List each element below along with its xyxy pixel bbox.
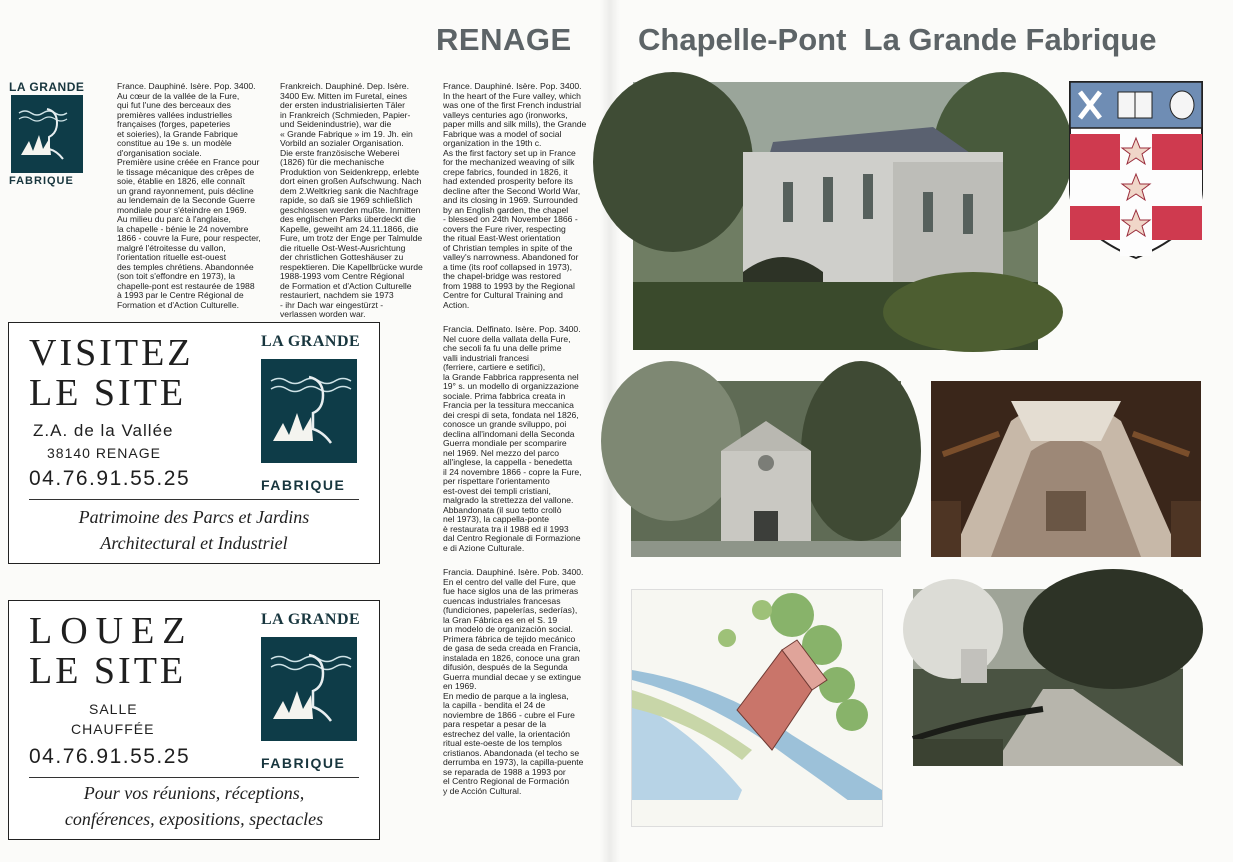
drawing-site-plan bbox=[631, 589, 883, 827]
ad-visit-tagline1: Patrimoine des Parcs et Jardins bbox=[78, 507, 310, 527]
ad-visit-tagline2: Architectural et Industriel bbox=[100, 533, 288, 553]
ad-rent-line2: LE SITE bbox=[29, 650, 187, 692]
ad-visit-line1: VISITEZ bbox=[29, 332, 194, 374]
ad-visit-line2: LE SITE bbox=[29, 372, 187, 414]
coat-of-arms-icon bbox=[1066, 80, 1206, 260]
photo-chapel-interior bbox=[931, 381, 1201, 557]
ad-visit-site bbox=[8, 322, 380, 564]
logo-bottom-text: FABRIQUE bbox=[9, 175, 74, 187]
ad-rent-tagline1: Pour vos réunions, réceptions, bbox=[83, 783, 305, 803]
logo-emblem-icon bbox=[11, 95, 83, 173]
brand-logo bbox=[8, 80, 88, 188]
ad-rent-phone: 04.76.91.55.25 bbox=[29, 745, 191, 768]
ad-visit-logo-top: LA GRANDE bbox=[261, 333, 361, 350]
page-title: Chapelle-Pont La Grande Fabrique bbox=[638, 22, 1157, 57]
ad-visit-logo bbox=[259, 333, 364, 493]
ad-visit-phone: 04.76.91.55.25 bbox=[29, 467, 191, 490]
text-spanish: Francia. Dauphiné. Isère. Pob. 3400. En el centro del valle del Fure, que fue hace siglos una de las primeras cuencas industriales francesas (fundiciones, papelerías, sederías), la Gran Fábrica es en el S. 19 un modelo de organización social. Primera fábrica de tejido mecánico de gasa de seda creada en Francia, instalada en 1826, conoce una gran difusión, después de la Segunda Guerra mundial decae y se extingue en 1969. En medio de parque a la inglesa, la capilla - bendita el 24 de noviembre de 1866 - cubre el Fure para respetar a pesar de la estrechez del valle, la orientación ritual este-oeste de los templos cristianos. Abandonada (el techo se derrumba en 1973), la capilla-puente se reparada de 1988 a 1993 por el Centro Regional de Formación y de Acción Cultural. bbox=[443, 567, 584, 796]
ad-rent-logo-emblem-icon bbox=[261, 637, 357, 741]
photo-chapel-bridge bbox=[633, 82, 1038, 350]
town-heading: RENAGE bbox=[436, 22, 572, 57]
ad-rent-logo-top: LA GRANDE bbox=[261, 611, 361, 628]
ad-rent-tagline2: conférences, expositions, spectacles bbox=[64, 809, 324, 829]
ad-rent-info2: CHAUFFÉE bbox=[71, 721, 155, 737]
ad-visit-divider bbox=[29, 499, 359, 500]
ad-rent-logo bbox=[259, 611, 364, 771]
ad-visit-address2: 38140 RENAGE bbox=[47, 445, 161, 461]
logo-top-text: LA GRANDE bbox=[9, 80, 85, 94]
text-german: Frankreich. Dauphiné. Dep. Isère. 3400 Ew. Mitten im Furetal, eines der ersten industrialisierten Täler in Frankreich (Schmieden, Papier- und Seidenindustrie), war die « Grande Fabrique » im 19. Jh. ein Vorbild an sozialer Organisation. Die erste französische Weberei (1826) für die mechanische Produktion von Seidenkrepp, erlebte dort einen großen Aufschwung. Nach dem 2.Weltkrieg sank die Nachfrage rapide, so daß sie 1969 schließlich geschlossen werden mußte. Inmitten des englischen Parks überdeckt die Kapelle, geweiht am 24.11.1866, die Fure, um trotz der Enge per Talmulde die rituelle Ost-West-Ausrichtung der christlichen Gotteshäuser zu respektieren. Die Kapellbrücke wurde 1988-1993 vom Centre Régional de Formation et d'Action Culturelle restauriert, nachdem sie 1973 - ihr Dach war eingestürzt - verlassen worden war. bbox=[280, 81, 423, 319]
photo-chapel-facade bbox=[631, 381, 901, 557]
ad-rent-info1: SALLE bbox=[89, 701, 138, 717]
ad-visit-logo-emblem-icon bbox=[261, 359, 357, 463]
photo-park-path bbox=[913, 589, 1183, 766]
ad-visit-address1: Z.A. de la Vallée bbox=[33, 421, 174, 440]
text-italian: Francia. Delfinato. Isère. Pop. 3400. Nel cuore della vallata della Fure, che secoli fa fu una delle prime valli industriali francesi (ferriere, cartiere e setifici), la Grande Fabbrica rappresenta nel 19° s. un modello di organizzazione sociale. Prima fabbrica creata in Francia per la tessitura meccanica dei crespi di seta, fondata nel 1826, conosce un grande sviluppo, poi declina all'indomani della Seconda Guerra mondiale per scomparire nel 1969. Nel mezzo del parco all'inglese, la cappella - benedetta il 24 novembre 1866 - copre la Fure, per rispettare l'orientamento est-ovest dei templi cristiani, malgrado la strettezza del vallone. Abbandonata (il suo tetto crollò nel 1973), la cappella-ponte è restaurata tra il 1988 ed il 1993 dal Centro Regionale di Formazione e di Azione Culturale. bbox=[443, 324, 582, 553]
ad-visit-logo-bottom: FABRIQUE bbox=[261, 477, 346, 493]
ad-rent-logo-bottom: FABRIQUE bbox=[261, 755, 346, 771]
text-french: France. Dauphiné. Isère. Pop. 3400. Au cœur de la vallée de la Fure, qui fut l'une des berceaux des premières vallées industrielles françaises (forges, papeteries et soieries), la Grande Fabrique constitue au 19e s. un modèle d'organisation sociale. Première usine créée en France pour le tissage mécanique des crêpes de soie, établie en 1826, elle connaît un grand rayonnement, puis décline au lendemain de la Seconde Guerre mondiale pour s'éteindre en 1969. Au milieu du parc à l'anglaise, la chapelle - bénie le 24 novembre 1866 - couvre la Fure, pour respecter, malgré l'étroitesse du vallon, l'orientation rituelle est-ouest des temples chrétiens. Abandonnée (son toit s'effondre en 1973), la chapelle-pont est restaurée de 1988 à 1993 par le Centre Régional de Formation et d'Action Culturelle. bbox=[117, 81, 261, 310]
ad-rent-site bbox=[8, 600, 380, 840]
ad-rent-line1: LOUEZ bbox=[29, 610, 194, 652]
text-english: France. Dauphiné. Isère. Pop. 3400. In the heart of the Fure valley, which was one of the first French industrial valleys centuries ago (ironworks, paper mills and silk mills), the Grande Fabrique was a model of social organization in the 19th c. As the first factory set up in France for the mechanized weaving of silk crepe fabrics, founded in 1826, it had extended prosperity before its decline after the Second World War, and its closing in 1969. Surrounded by an English garden, the chapel - blessed on 24th November 1866 - covers the Fure river, respecting the ritual East-West orientation of Christian temples in spite of the valley's narrowness. Abandoned for a time (its roof collapsed in 1973), the chapel-bridge was restored from 1988 to 1993 by the Regional Centre for Cultural Training and Action. bbox=[443, 81, 587, 310]
ad-rent-divider bbox=[29, 777, 359, 778]
